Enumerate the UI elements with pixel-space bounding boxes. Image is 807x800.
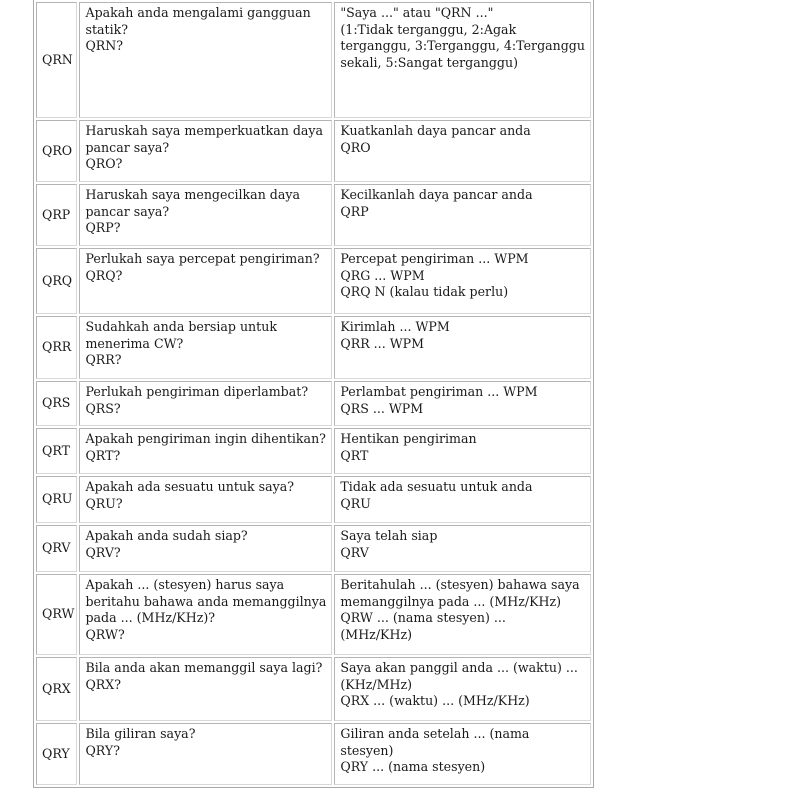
q-code-cell: QRP	[36, 184, 77, 246]
answer-line: Percepat pengiriman ... WPM	[340, 251, 529, 266]
q-code-cell: QRO	[36, 120, 77, 182]
answer-cell	[334, 525, 591, 572]
answer-line: Kirimlah ... WPM	[340, 319, 450, 334]
question-cell	[79, 428, 332, 474]
answer-cell	[334, 428, 591, 474]
question-line: QRP?	[85, 220, 121, 236]
question-line: Bila giliran saya?	[85, 726, 196, 741]
answer-line: QRS ... WPM	[340, 400, 424, 416]
answer-cell	[334, 476, 591, 523]
question-cell	[79, 184, 332, 246]
answer-line: Kuatkanlah daya pancar anda	[340, 123, 531, 138]
question-cell	[79, 574, 332, 655]
answer-line: QRV	[340, 544, 369, 560]
question-line: QRU?	[85, 495, 123, 511]
table-row	[36, 476, 591, 523]
table-row	[36, 574, 591, 655]
q-code-cell: QRR	[36, 316, 77, 379]
answer-line: sekali, 5:Sangat terganggu)	[340, 54, 519, 70]
question-line: Sudahkah anda bersiap untuk	[85, 319, 277, 334]
table-row	[36, 657, 591, 721]
answer-line: terganggu, 3:Terganggu, 4:Terganggu	[340, 38, 585, 54]
question-line: QRW?	[85, 626, 125, 642]
answer-line: Perlambat pengiriman ... WPM	[340, 384, 538, 399]
answer-line: QRT	[340, 447, 369, 463]
table-row	[36, 723, 591, 785]
answer-cell	[334, 2, 591, 118]
question-line: Bila anda akan memanggil saya lagi?	[85, 660, 323, 675]
q-code-cell: QRS	[36, 381, 77, 426]
q-code-cell: QRV	[36, 525, 77, 572]
question-line: Haruskah saya memperkuatkan daya	[85, 123, 324, 138]
question-line: QRR?	[85, 352, 122, 368]
table-row	[36, 316, 591, 379]
question-line: QRX?	[85, 676, 122, 692]
answer-line: Saya akan panggil anda ... (waktu) ...	[340, 660, 578, 675]
answer-line: QRR ... WPM	[340, 335, 425, 351]
question-cell	[79, 381, 332, 426]
question-cell	[79, 316, 332, 379]
table-row	[36, 248, 591, 314]
answer-cell	[334, 248, 591, 314]
question-line: Apakah ada sesuatu untuk saya?	[85, 479, 295, 494]
table-row	[36, 428, 591, 474]
answer-cell	[334, 657, 591, 721]
question-cell	[79, 657, 332, 721]
question-cell	[79, 525, 332, 572]
table-row	[36, 120, 591, 182]
q-code-cell: QRW	[36, 574, 77, 655]
question-line: Apakah pengiriman ingin dihentikan?	[85, 431, 326, 446]
q-code-table	[33, 0, 594, 788]
answer-line: QRP	[340, 203, 369, 219]
q-code-cell: QRX	[36, 657, 77, 721]
question-line: statik?	[85, 21, 128, 37]
answer-cell	[334, 184, 591, 246]
answer-cell	[334, 316, 591, 379]
answer-line: Kecilkanlah daya pancar anda	[340, 187, 533, 202]
answer-line: Hentikan pengiriman	[340, 431, 477, 446]
question-cell	[79, 476, 332, 523]
question-line: menerima CW?	[85, 335, 184, 351]
q-code-cell: QRT	[36, 428, 77, 474]
q-code-table-body	[36, 2, 591, 785]
question-line: QRT?	[85, 447, 121, 463]
question-line: Apakah anda mengalami gangguan	[85, 5, 311, 20]
answer-line: QRY ... (nama stesyen)	[340, 759, 486, 775]
question-line: QRS?	[85, 400, 121, 416]
answer-cell	[334, 723, 591, 785]
answer-line: (KHz/MHz)	[340, 676, 412, 692]
answer-line: QRU	[340, 495, 371, 511]
table-row	[36, 525, 591, 572]
answer-line: stesyen)	[340, 742, 394, 758]
question-line: Perlukah pengiriman diperlambat?	[85, 384, 309, 399]
question-line: Perlukah saya percepat pengiriman?	[85, 251, 320, 266]
answer-line: Giliran anda setelah ... (nama	[340, 726, 530, 741]
question-line: pada ... (MHz/KHz)?	[85, 610, 216, 626]
answer-line: Tidak ada sesuatu untuk anda	[340, 479, 533, 494]
question-cell	[79, 2, 332, 118]
answer-line: QRX ... (waktu) ... (MHz/KHz)	[340, 693, 530, 709]
answer-line: (1:Tidak terganggu, 2:Agak	[340, 21, 517, 37]
question-line: Apakah anda sudah siap?	[85, 528, 248, 543]
question-line: QRQ?	[85, 267, 123, 283]
question-line: Apakah ... (stesyen) harus saya	[85, 577, 285, 592]
question-line: QRN?	[85, 38, 124, 54]
q-code-cell: QRQ	[36, 248, 77, 314]
answer-line: Saya telah siap	[340, 528, 438, 543]
question-cell	[79, 723, 332, 785]
table-row	[36, 184, 591, 246]
answer-line: QRO	[340, 139, 371, 155]
q-code-cell: QRN	[36, 2, 77, 118]
question-line: QRO?	[85, 156, 123, 172]
answer-line: memanggilnya pada ... (MHz/KHz)	[340, 593, 562, 609]
question-cell	[79, 120, 332, 182]
question-line: QRY?	[85, 742, 120, 758]
answer-line: QRW ... (nama stesyen) ...	[340, 610, 506, 626]
answer-line: QRG ... WPM	[340, 267, 425, 283]
question-line: beritahu bahawa anda memanggilnya	[85, 593, 327, 609]
table-row	[36, 381, 591, 426]
answer-cell	[334, 381, 591, 426]
question-cell	[79, 248, 332, 314]
question-line: pancar saya?	[85, 139, 170, 155]
question-line: Haruskah saya mengecilkan daya	[85, 187, 300, 202]
question-line: QRV?	[85, 544, 121, 560]
q-code-cell: QRU	[36, 476, 77, 523]
answer-cell	[334, 574, 591, 655]
table-row	[36, 2, 591, 118]
question-line: pancar saya?	[85, 203, 170, 219]
answer-line: "Saya ..." atau "QRN ..."	[340, 5, 494, 20]
answer-line: QRQ N (kalau tidak perlu)	[340, 284, 509, 300]
answer-line: (MHz/KHz)	[340, 626, 412, 642]
answer-cell	[334, 120, 591, 182]
q-code-cell: QRY	[36, 723, 77, 785]
answer-line: Beritahulah ... (stesyen) bahawa saya	[340, 577, 580, 592]
